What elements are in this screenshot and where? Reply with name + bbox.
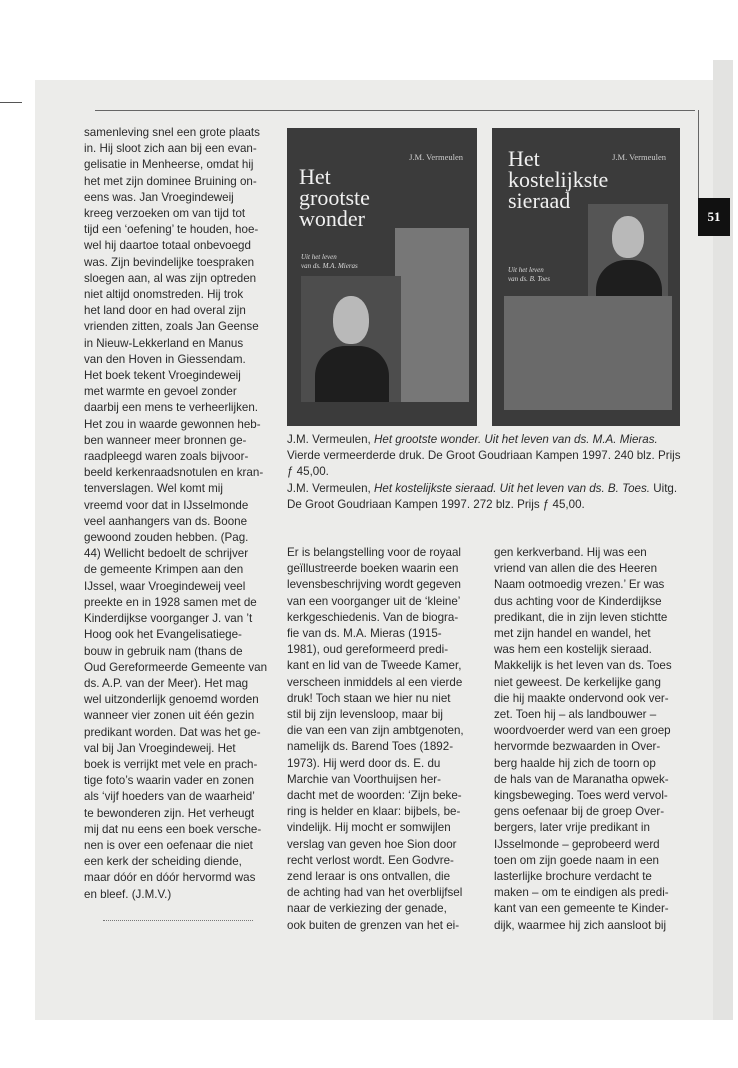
caption-book2: J.M. Vermeulen, Het kostelijkste sieraad. Uit het leven van ds. B. Toes. Uitg. De Groot Goudriaan Kampen 1997. 272 blz. Prijs ƒ 45,00. [287, 481, 678, 511]
portrait-face [612, 216, 644, 258]
text-column-right: gen kerkverband. Hij was een vriend van allen die des Heeren Naam ootmoedig vrezen.’ Er was dus achting voor de Kinderdijkse predikant, die in zijn leven stichtte met zijn handel en wandel, het was hem een kostelijk sieraad. Makkelijk is het leven van ds. Toes niet geweest. De kerkelijke gang die hij maakte ondervond ook ver- zet. Toen hij – als landbouwer – woordvoerder werd van een groep hervormde bezwaarden in Over- berg haalde hij zich de toorn op de hals van de Maranatha opwek- kingsbeweging. Toes werd vervol- gens oefenaar bij de groep Over- bergers, later vrije predikant in IJsselmonde – geprobeerd werd toen om zijn goede naam in een lasterlijke brochure verdacht te maken – om te eindigen als predi- kant van een gemeente te Kinder- dijk, waarmee hij zich aansloot bij [494, 546, 672, 932]
book-title: Het grootste wonder [299, 164, 370, 231]
dotted-separator [103, 920, 253, 921]
left-margin-rule [0, 102, 22, 103]
portrait-face [333, 296, 369, 344]
church-photo [395, 228, 469, 402]
book-author: J.M. Vermeulen [409, 152, 463, 162]
top-rule [95, 110, 695, 111]
text-column-middle: Er is belangstelling voor de royaal geïllustreerde boeken waarin een levensbeschrijving wordt gegeven van een voorganger uit de ‘kleine’ kerkgeschiedenis. Van de biogra- fie van ds. M.A. Mieras (1915- 1981), oud gereformeerd predi- kant en lid van de Tweede Kamer, verscheen inmiddels al een vierde druk! Toch staan we hier nu niet stil bij zijn levensloop, maar bij die van een van zijn ambtgenoten, namelijk ds. Barend Toes (1892- 1973). Hij werd door ds. E. du Marchie van Voorthuijsen her- dacht met de woorden: ‘Zijn beke- ring is helder en klaar: bijbels, be- vindelijk. Hij mocht er somwijlen verslag van geven hoe Sion door recht verlost wordt. Een Godvre- zend leraar is ons ontvallen, die de achting had van het overblijfsel naar de verkiezing der genade, ook buiten de grenzen van het ei- [287, 546, 464, 932]
book-cover-kostelijkste-sieraad [492, 128, 680, 426]
church-photo [504, 296, 672, 410]
caption-book1: J.M. Vermeulen, Het grootste wonder. Uit het leven van ds. M.A. Mieras. Vierde vermeerderde druk. De Groot Goudriaan Kampen 1997. 240 blz. Prijs ƒ 45,00. [287, 433, 681, 479]
text-column-left: samenleving snel een grote plaats in. Hij sloot zich aan bij een evan- gelisatie in Menheerse, omdat hij het met zijn dominee Bruining on- eens was. Jan Vroegindeweij kreeg verzoeken om van tijd tot tijd een ‘oefening’ te houden, hoe- wel hij daartoe totaal onbevoegd was. Zijn bevindelijke toespraken sloegen aan, al was zijn optreden niet altijd onomstreden. Hij trok het land door en had overal zijn vrienden zitten, zoals Jan Geense in Nieuw-Lekkerland en Manus van den Hoven in Giessendam. Het boek tekent Vroegindeweij met warmte en gevoel zonder daarbij een mens te verheerlijken. Het zou in waarde gewonnen heb- ben wanneer meer bronnen ge- raadpleegd waren zoals bijvoor- beeld kerkenraadsnotulen en kran- tenverslagen. Wel komt mij vreemd voor dat in IJsselmonde veel aanhangers van ds. Boone gewoond zouden hebben. (Pag. 44) Wellicht bedoelt de schrijver de gemeente Krimpen aan den IJssel, waar Vroegindeweij veel preekte en in 1928 samen met de Kinderdijkse voorganger J. van ’t Hoog ook het Evangelisatiege- bouw in gebruik nam (thans de Oud Gereformeerde Gemeente van ds. A.P. van der Meer). Het mag wel uitzonderlijk genoemd worden wanneer vier zonen uit één gezin predikant worden. Dat was het ge- val bij Jan Vroegindeweij. Het boek is verrijkt met vele en prach- tige foto’s waarin vader en zonen als ‘vijf hoeders van de waarheid’ te bewonderen zijn. Het verheugt mij dat nu eens een boek versche- nen is over een oefenaar die niet een kerk der scheiding diende, maar dóór en dóór hervormd was en bleef. (J.M.V.) [84, 126, 268, 901]
book-subtitle: Uit het leven van ds. B. Toes [508, 266, 550, 283]
book-captions [287, 432, 687, 513]
page-number: 51 [698, 198, 730, 236]
book-subtitle: Uit het leven van ds. M.A. Mieras [301, 253, 358, 270]
portrait-suit [315, 346, 389, 402]
portrait-photo-mieras [301, 276, 401, 402]
book-cover-grootste-wonder [287, 128, 477, 426]
portrait-suit [596, 260, 662, 300]
book-title: Het kostelijkste sieraad [508, 146, 609, 213]
portrait-photo-toes [588, 204, 668, 300]
book-author: J.M. Vermeulen [612, 152, 666, 162]
